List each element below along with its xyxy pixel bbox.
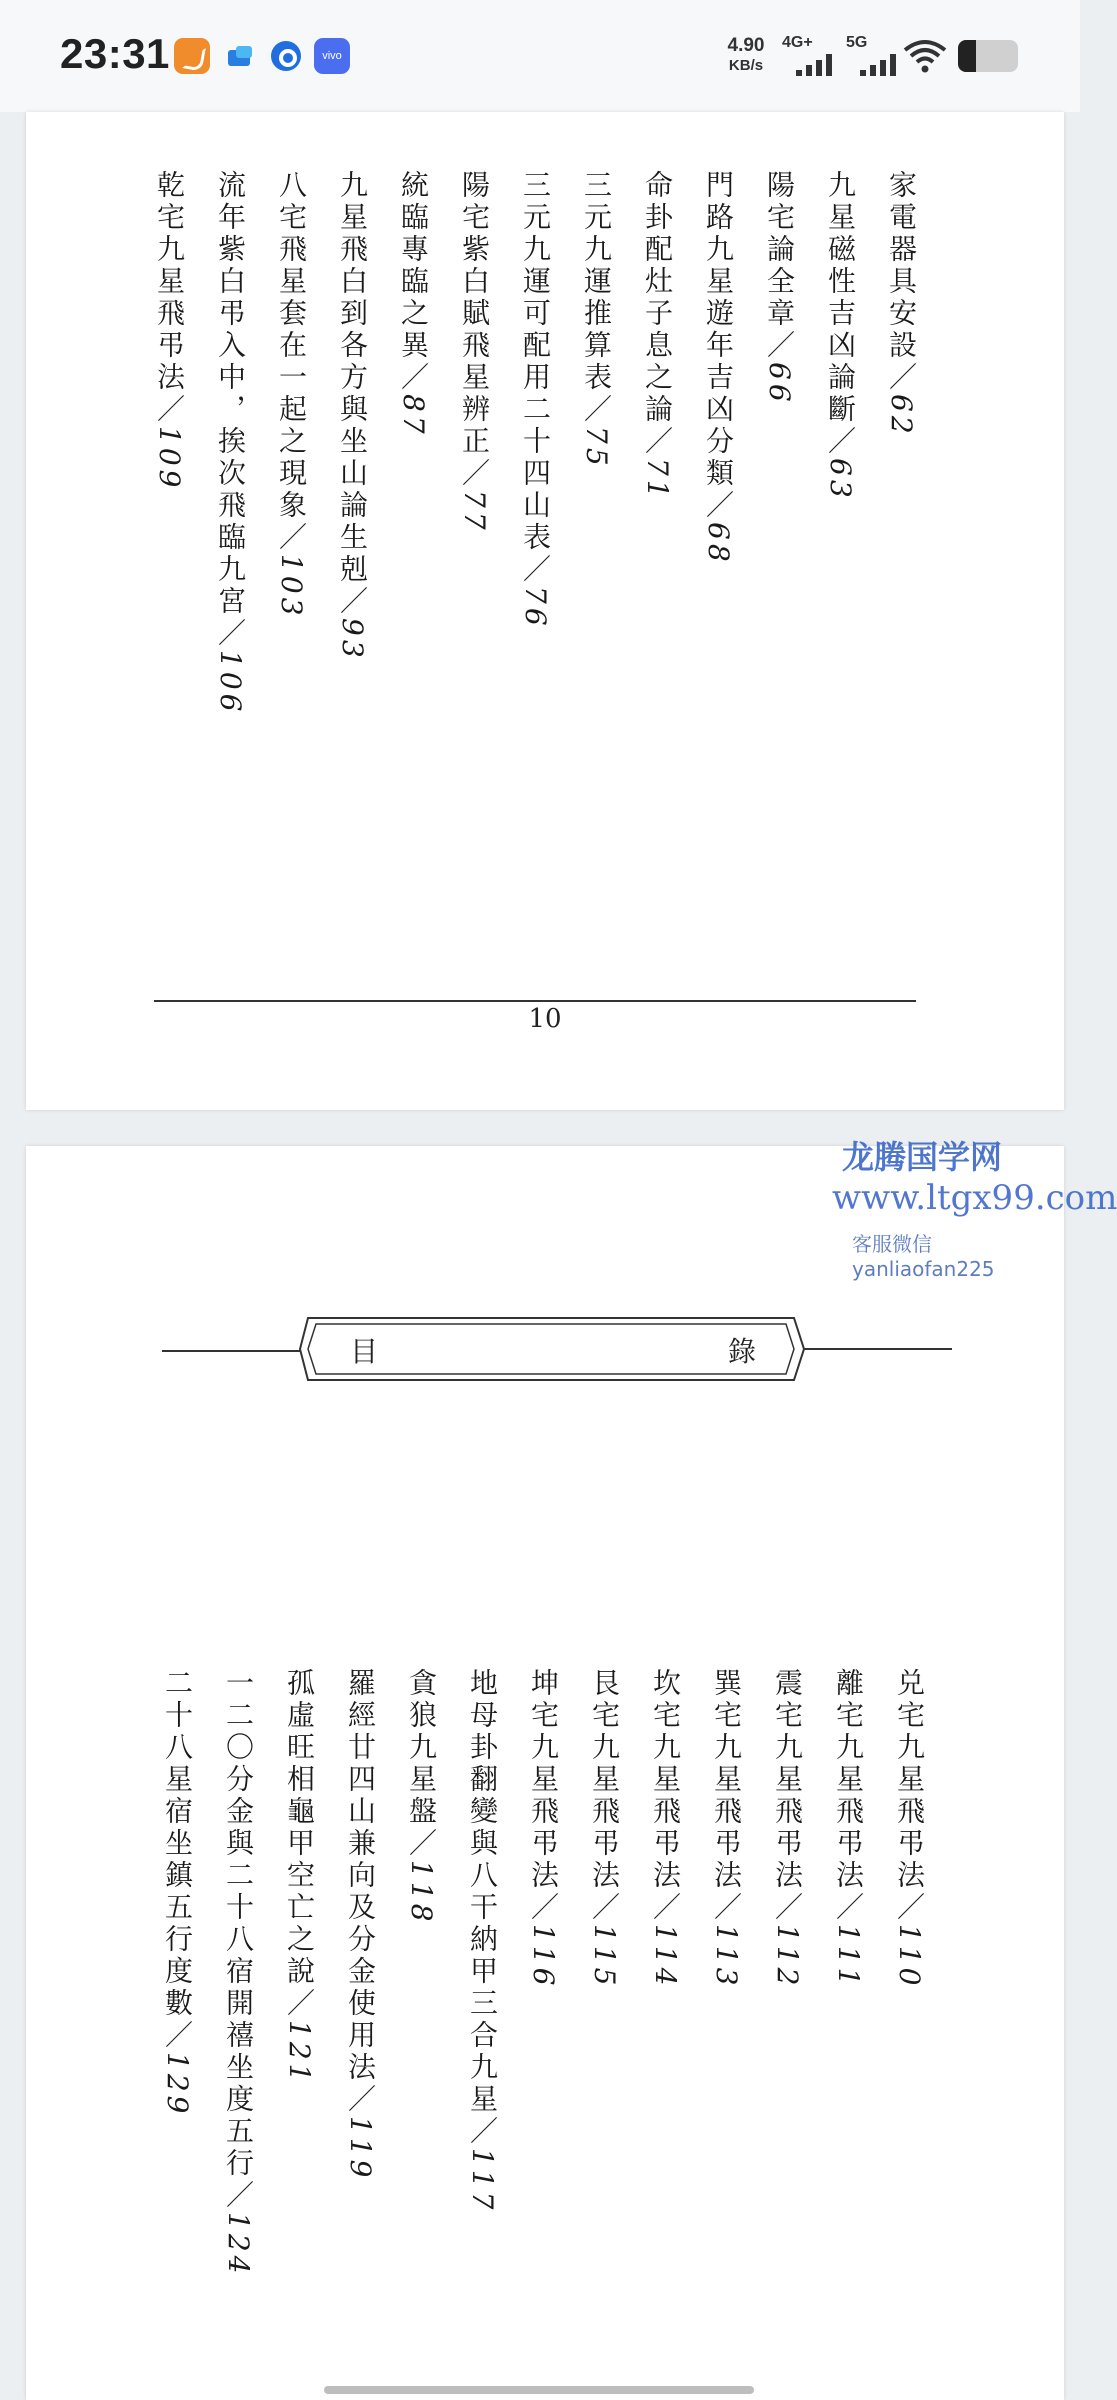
toc-entry-title: 家電器具安設／ (885, 170, 918, 394)
toc-entry-title: 坎宅九星飛弔法／ (649, 1668, 682, 1924)
toc-entry-page: 63 (824, 458, 857, 502)
toc-entry-title: 流年紫白弔入中，挨次飛臨九宮／ (214, 170, 247, 650)
toc-entry-title: 坤宅九星飛弔法／ (527, 1668, 560, 1924)
phone-icon (174, 38, 210, 74)
toc-entry-page: 115 (588, 1924, 621, 1990)
toc-entry (213, 170, 247, 715)
toc-entry-page: 117 (466, 2148, 499, 2214)
toc-entry-page: 87 (397, 394, 430, 438)
circle-app-icon (268, 38, 304, 74)
network-speed-unit: KB/s (728, 57, 764, 74)
toc-entry-page: 77 (458, 490, 491, 534)
toc-entry-page: 106 (214, 650, 247, 716)
status-bar (0, 0, 1080, 112)
toc-entry (274, 170, 308, 619)
document-page-2[interactable] (26, 1146, 1064, 2400)
toc-entry (335, 170, 369, 662)
toc-entry-title: 八宅飛星套在一起之現象／ (275, 170, 308, 554)
toc-entry-title: 陽宅論全章／ (763, 170, 796, 362)
toc-entry (526, 1668, 560, 1989)
toc-entry (892, 1668, 926, 1989)
toc-entry (823, 170, 857, 502)
toc-entry (343, 1668, 377, 2181)
watermark-contact: 客服微信 yanliaofan225 (852, 1232, 995, 1281)
toc-entry (282, 1668, 316, 2085)
toc-entry-title: 乾宅九星飛弔法／ (153, 170, 186, 426)
toc-entry (701, 170, 735, 566)
watermark-url: www.ltgx99.com (832, 1178, 1117, 1218)
toc-entry-title: 門路九星遊年吉凶分類／ (702, 170, 735, 522)
toc-entry (457, 170, 491, 534)
toc-entry (404, 1668, 438, 1925)
toc-entry (762, 170, 796, 406)
toc-entry-page: 62 (885, 394, 918, 438)
footer-divider (154, 1000, 916, 1002)
toc-entry-page: 111 (832, 1924, 865, 1990)
wifi-icon (902, 38, 948, 74)
network-speed-value: 4.90 (727, 35, 765, 56)
toc-entry-page: 71 (641, 458, 674, 502)
home-indicator[interactable] (324, 2386, 754, 2394)
toc-entry-page: 75 (580, 426, 613, 470)
watermark-title: 龙腾国学网 (842, 1138, 1003, 1176)
toc-entry-title: 三元九運推算表／ (580, 170, 613, 426)
battery-icon (958, 40, 1018, 72)
toc-entry-title: 九星飛白到各方與坐山論生剋／ (336, 170, 369, 618)
toc-entry (221, 1668, 255, 2277)
toc-entry (770, 1668, 804, 1989)
toc-entry-title: 孤虛旺相龜甲空亡之說／ (283, 1668, 316, 2020)
signal-5g-label: 5G (846, 34, 868, 51)
toc-entry (709, 1668, 743, 1989)
toc-entry-page: 121 (283, 2020, 316, 2086)
toc-entry-page: 129 (161, 2052, 194, 2118)
document-page-1[interactable] (26, 112, 1064, 1110)
battery-level (958, 40, 976, 72)
toc-entry-page: 68 (702, 522, 735, 566)
toc-entry-title: 羅經廿四山兼向及分金使用法／ (344, 1668, 377, 2116)
toc-entry-page: 76 (519, 586, 552, 630)
toc-entry-title: 陽宅紫白賦飛星辨正／ (458, 170, 491, 490)
toc-entry-page: 93 (336, 618, 369, 662)
toc-entry (152, 170, 186, 491)
clock: 23:31 (60, 30, 170, 77)
toc-entry (831, 1668, 865, 1989)
toc-entry-title: 兑宅九星飛弔法／ (893, 1668, 926, 1924)
toc-entry (579, 170, 613, 470)
toc-entry-page: 112 (771, 1924, 804, 1990)
toc-entry (884, 170, 918, 438)
toc-entry-page: 114 (649, 1924, 682, 1990)
toc-entry (160, 1668, 194, 2117)
toc-entry-title: 巽宅九星飛弔法／ (710, 1668, 743, 1924)
banner-right-char: 錄 (728, 1335, 757, 1368)
toc-entry-title: 統臨專臨之異／ (397, 170, 430, 394)
toc-entry-page: 110 (893, 1924, 926, 1990)
toc-entry-page: 113 (710, 1924, 743, 1990)
toc-entry (587, 1668, 621, 1989)
signal-4g-label: 4G+ (782, 34, 813, 51)
signal-5g-icon (846, 34, 906, 76)
toc-entry-title: 命卦配灶子息之論／ (641, 170, 674, 458)
signal-4g-icon (782, 34, 842, 76)
network-speed (718, 36, 774, 76)
toc-entry-page: 118 (405, 1860, 438, 1926)
header-rule-right (782, 1348, 952, 1350)
toc-entry-page: 116 (527, 1924, 560, 1990)
toc-entry-title: 貪狼九星盤／ (405, 1668, 438, 1860)
toc-entry-page: 66 (763, 362, 796, 406)
toc-entry-page: 109 (153, 426, 186, 492)
blue-app-icon (222, 38, 258, 74)
toc-entry (518, 170, 552, 630)
toc-entry-title: 離宅九星飛弔法／ (832, 1668, 865, 1924)
toc-entry-page: 119 (344, 2116, 377, 2182)
toc-entry-title: 一二〇分金與二十八宿開禧坐度五行／ (222, 1668, 255, 2212)
toc-entry-page: 124 (222, 2212, 255, 2278)
toc-entry-title: 九星磁性吉凶論斷／ (824, 170, 857, 458)
toc-entry-title: 三元九運可配用二十四山表／ (519, 170, 552, 586)
toc-entry-title: 艮宅九星飛弔法／ (588, 1668, 621, 1924)
toc-entry (396, 170, 430, 438)
page-number: 10 (528, 1004, 562, 1034)
toc-entry-title: 地母卦翻變與八干納甲三合九星／ (466, 1668, 499, 2148)
toc-entry-title: 震宅九星飛弔法／ (771, 1668, 804, 1924)
toc-entry-page: 103 (275, 554, 308, 620)
vivo-icon: vivo (314, 38, 350, 74)
header-rule-left (162, 1350, 302, 1352)
toc-entry (648, 1668, 682, 1989)
banner-left-char: 目 (350, 1335, 379, 1368)
toc-entry (640, 170, 674, 502)
toc-entry-title: 二十八星宿坐鎮五行度數／ (161, 1668, 194, 2052)
toc-entry (465, 1668, 499, 2213)
contents-banner (298, 1314, 806, 1384)
